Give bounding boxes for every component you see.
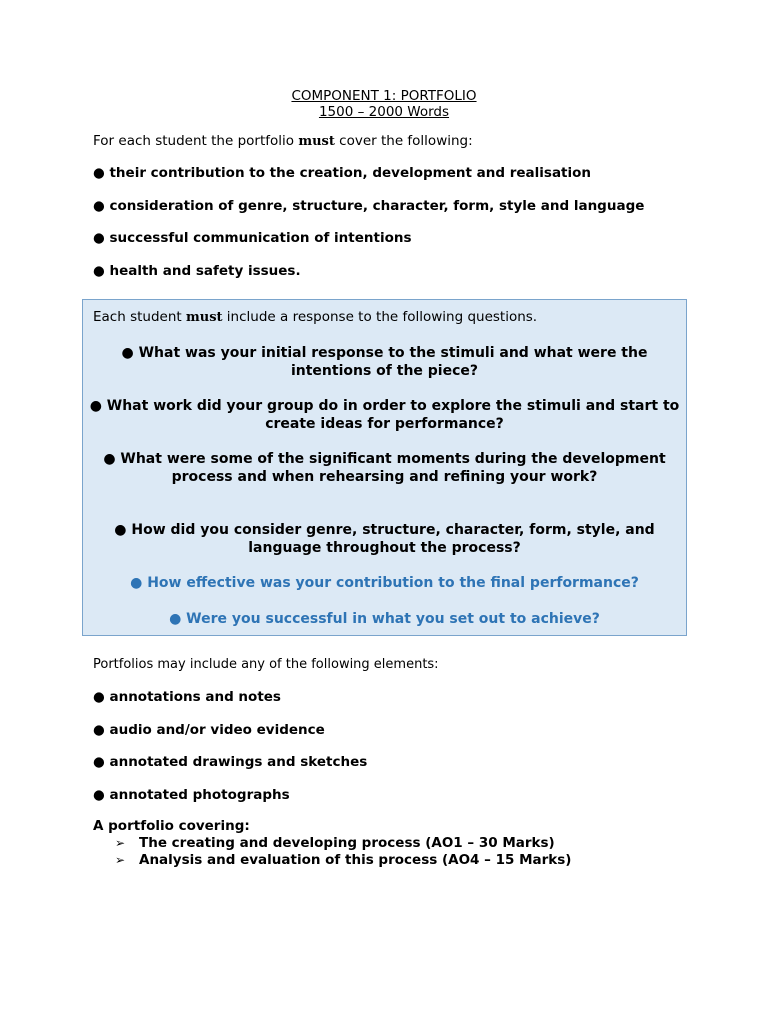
covering-heading: A portfolio covering: xyxy=(93,818,250,834)
cover-list xyxy=(93,164,644,294)
covering-list-item xyxy=(115,852,571,869)
cover-list-item: ● their contribution to the creation, development and realisation xyxy=(93,165,592,181)
cover-list-item: ● successful communication of intentions xyxy=(93,230,412,246)
question-item-highlight: ● Were you successful in what you set out to achieve? xyxy=(169,611,600,627)
question-item: ● What were some of the significant moments during the development process and when rehearsing and refining your work? xyxy=(103,451,666,485)
elements-intro: Portfolios may include any of the following elements: xyxy=(93,657,439,672)
questions-intro xyxy=(93,308,537,327)
cover-list-item: ● consideration of genre, structure, character, form, style and language xyxy=(93,197,645,214)
covering-item-text: The creating and developing process (AO1 – 30 Marks) xyxy=(139,835,555,851)
question-item: ● What work did your group do in order to explore the stimuli and start to create ideas for performance? xyxy=(89,398,680,432)
cover-intro-must: must xyxy=(298,134,335,149)
covering-list-item xyxy=(115,835,571,852)
title-line-1: COMPONENT 1: PORTFOLIO xyxy=(291,88,477,104)
questions-intro-must: must xyxy=(185,310,223,325)
document-title xyxy=(0,88,768,120)
elements-list xyxy=(93,688,367,818)
elements-list-item: ● annotated photographs xyxy=(93,786,290,803)
elements-list-item: ● annotations and notes xyxy=(93,689,281,705)
arrow-bullet-icon: ➢ xyxy=(115,836,126,850)
cover-list-item: ● health and safety issues. xyxy=(93,262,301,279)
questions-box xyxy=(82,299,687,636)
elements-list-item: ● audio and/or video evidence xyxy=(93,721,325,738)
question-item: ● How did you consider genre, structure, character, form, style, and language throughout the process? xyxy=(114,522,655,556)
question-item: ● What was your initial response to the stimuli and what were the intentions of the piece? xyxy=(121,345,648,379)
arrow-bullet-icon: ➢ xyxy=(115,853,126,867)
question-item-highlight: ● How effective was your contribution to the final performance? xyxy=(130,575,639,591)
covering-list xyxy=(115,835,571,869)
elements-list-item: ● annotated drawings and sketches xyxy=(93,754,368,770)
questions-intro-prefix: Each student xyxy=(93,309,186,325)
questions-intro-suffix: include a response to the following questions. xyxy=(222,309,538,325)
title-line-2: 1500 – 2000 Words xyxy=(318,104,450,120)
cover-intro-suffix: cover the following: xyxy=(334,133,473,149)
cover-intro xyxy=(93,132,473,151)
covering-item-text: Analysis and evaluation of this process (AO4 – 15 Marks) xyxy=(139,852,572,868)
cover-intro-prefix: For each student the portfolio xyxy=(93,133,299,149)
